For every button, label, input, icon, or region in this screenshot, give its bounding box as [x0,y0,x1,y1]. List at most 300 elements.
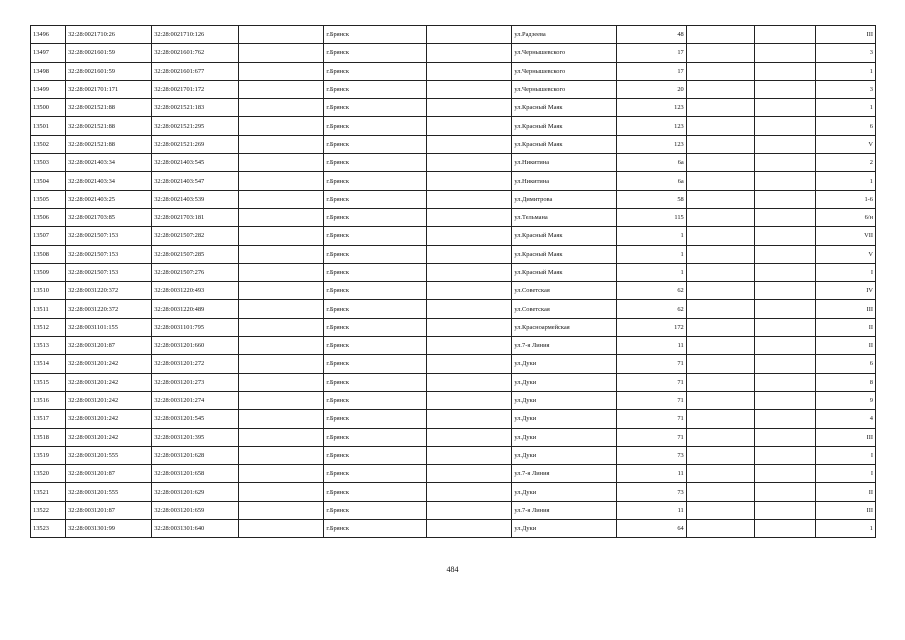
object-cadastral-number: 32:28:0031201:629 [152,483,239,501]
table-row [31,391,876,409]
row-number: 13500 [31,99,66,117]
blank-cell [754,227,815,245]
row-number: 13496 [31,26,66,44]
row-number: 13504 [31,172,66,190]
house-number: 11 [616,465,686,483]
house-number: 58 [616,190,686,208]
blank-cell [686,300,754,318]
blank-cell [427,282,512,300]
table-row [31,446,876,464]
table-row [31,26,876,44]
object-cadastral-number: 32:28:0031201:659 [152,501,239,519]
object-cadastral-number: 32:28:0021521:295 [152,117,239,135]
land-parcel-cadastral-number: 32:28:0021521:88 [66,135,152,153]
street: ул.Дуки [512,483,616,501]
blank-cell [427,300,512,318]
city: г.Брянск [324,44,427,62]
city: г.Брянск [324,391,427,409]
city: г.Брянск [324,227,427,245]
object-cadastral-number: 32:28:0031201:272 [152,355,239,373]
object-cadastral-number: 32:28:0021601:677 [152,62,239,80]
blank-cell [239,117,324,135]
premises-number: III [815,501,875,519]
blank-cell [686,154,754,172]
land-parcel-cadastral-number: 32:28:0021403:34 [66,172,152,190]
blank-cell [239,373,324,391]
object-cadastral-number: 32:28:0021403:545 [152,154,239,172]
table-row [31,282,876,300]
object-cadastral-number: 32:28:0021403:539 [152,190,239,208]
blank-cell [754,245,815,263]
table-row [31,44,876,62]
blank-cell [686,44,754,62]
premises-number: I [815,263,875,281]
street: ул.Красный Маяк [512,99,616,117]
blank-cell [427,154,512,172]
land-parcel-cadastral-number: 32:28:0031220:372 [66,282,152,300]
table-row [31,190,876,208]
blank-cell [427,337,512,355]
street: ул.Красный Маяк [512,263,616,281]
blank-cell [754,62,815,80]
land-parcel-cadastral-number: 32:28:0021507:153 [66,263,152,281]
city: г.Брянск [324,520,427,538]
land-parcel-cadastral-number: 32:28:0031220:372 [66,300,152,318]
blank-cell [427,80,512,98]
blank-cell [239,44,324,62]
street: ул.Красноармейская [512,318,616,336]
premises-number: 3 [815,80,875,98]
object-cadastral-number: 32:28:0021521:183 [152,99,239,117]
premises-number: I [815,446,875,464]
blank-cell [427,263,512,281]
city: г.Брянск [324,446,427,464]
blank-cell [239,410,324,428]
blank-cell [754,172,815,190]
house-number: 62 [616,300,686,318]
city: г.Брянск [324,245,427,263]
premises-number: 1 [815,520,875,538]
row-number: 13502 [31,135,66,153]
object-cadastral-number: 32:28:0021507:276 [152,263,239,281]
land-parcel-cadastral-number: 32:28:0031301:99 [66,520,152,538]
row-number: 13515 [31,373,66,391]
street: ул.Дуки [512,410,616,428]
street: ул.Дуки [512,373,616,391]
blank-cell [427,227,512,245]
premises-number: 1 [815,62,875,80]
city: г.Брянск [324,300,427,318]
street: ул.Радзеева [512,26,616,44]
house-number: 115 [616,208,686,226]
table-row [31,62,876,80]
house-number: 17 [616,62,686,80]
blank-cell [754,135,815,153]
blank-cell [239,62,324,80]
blank-cell [754,483,815,501]
table-row [31,300,876,318]
object-cadastral-number: 32:28:0031201:273 [152,373,239,391]
row-number: 13505 [31,190,66,208]
object-cadastral-number: 32:28:0021710:126 [152,26,239,44]
city: г.Брянск [324,172,427,190]
blank-cell [754,190,815,208]
city: г.Брянск [324,355,427,373]
table-row [31,373,876,391]
blank-cell [686,208,754,226]
blank-cell [427,373,512,391]
street: ул.Дуки [512,446,616,464]
blank-cell [754,520,815,538]
row-number: 13516 [31,391,66,409]
table-row [31,227,876,245]
object-cadastral-number: 32:28:0031301:640 [152,520,239,538]
blank-cell [427,428,512,446]
premises-number: 3 [815,44,875,62]
blank-cell [686,135,754,153]
table-row [31,318,876,336]
city: г.Брянск [324,117,427,135]
blank-cell [686,245,754,263]
blank-cell [754,282,815,300]
street: ул.7-я Линия [512,501,616,519]
blank-cell [427,520,512,538]
blank-cell [686,318,754,336]
table-row [31,117,876,135]
blank-cell [686,483,754,501]
city: г.Брянск [324,282,427,300]
blank-cell [754,300,815,318]
blank-cell [686,355,754,373]
house-number: 1 [616,245,686,263]
blank-cell [239,428,324,446]
house-number: 11 [616,337,686,355]
street: ул.Димитрова [512,190,616,208]
blank-cell [686,373,754,391]
blank-cell [239,483,324,501]
blank-cell [239,282,324,300]
row-number: 13506 [31,208,66,226]
object-cadastral-number: 32:28:0031220:489 [152,300,239,318]
row-number: 13498 [31,62,66,80]
object-cadastral-number: 32:28:0031201:658 [152,465,239,483]
premises-number: 6 [815,355,875,373]
row-number: 13501 [31,117,66,135]
street: ул.Советская [512,282,616,300]
street: ул.Никитина [512,172,616,190]
street: ул.7-я Линия [512,465,616,483]
blank-cell [754,44,815,62]
blank-cell [754,465,815,483]
row-number: 13509 [31,263,66,281]
land-parcel-cadastral-number: 32:28:0021601:59 [66,44,152,62]
land-parcel-cadastral-number: 32:28:0031101:155 [66,318,152,336]
premises-number: 8 [815,373,875,391]
premises-number: V [815,245,875,263]
blank-cell [427,117,512,135]
street: ул.Дуки [512,520,616,538]
blank-cell [427,172,512,190]
house-number: 1 [616,263,686,281]
house-number: 71 [616,391,686,409]
premises-number: III [815,428,875,446]
table-row [31,154,876,172]
blank-cell [754,80,815,98]
premises-number: IV [815,282,875,300]
premises-number: 9 [815,391,875,409]
row-number: 13520 [31,465,66,483]
house-number: 1 [616,227,686,245]
city: г.Брянск [324,318,427,336]
blank-cell [239,172,324,190]
blank-cell [427,135,512,153]
blank-cell [239,26,324,44]
premises-number: V [815,135,875,153]
blank-cell [686,282,754,300]
blank-cell [427,190,512,208]
blank-cell [686,80,754,98]
blank-cell [427,44,512,62]
blank-cell [239,135,324,153]
land-parcel-cadastral-number: 32:28:0021703:85 [66,208,152,226]
blank-cell [427,501,512,519]
blank-cell [239,245,324,263]
house-number: 172 [616,318,686,336]
street: ул.Советская [512,300,616,318]
house-number: 71 [616,428,686,446]
land-parcel-cadastral-number: 32:28:0021710:26 [66,26,152,44]
table-body [31,26,876,538]
house-number: 71 [616,373,686,391]
blank-cell [239,391,324,409]
blank-cell [239,154,324,172]
house-number: 48 [616,26,686,44]
street: ул.Дуки [512,391,616,409]
blank-cell [686,62,754,80]
land-parcel-cadastral-number: 32:28:0021521:88 [66,117,152,135]
premises-number: III [815,26,875,44]
blank-cell [239,501,324,519]
premises-number: II [815,337,875,355]
row-number: 13521 [31,483,66,501]
blank-cell [754,154,815,172]
row-number: 13497 [31,44,66,62]
blank-cell [754,208,815,226]
table-row [31,410,876,428]
blank-cell [686,263,754,281]
land-parcel-cadastral-number: 32:28:0021521:88 [66,99,152,117]
premises-number: III [815,300,875,318]
blank-cell [239,300,324,318]
blank-cell [427,483,512,501]
land-parcel-cadastral-number: 32:28:0021507:153 [66,245,152,263]
land-parcel-cadastral-number: 32:28:0031201:242 [66,373,152,391]
city: г.Брянск [324,410,427,428]
blank-cell [754,355,815,373]
object-cadastral-number: 32:28:0021507:282 [152,227,239,245]
blank-cell [686,501,754,519]
house-number: 123 [616,99,686,117]
blank-cell [754,263,815,281]
house-number: 64 [616,520,686,538]
object-cadastral-number: 32:28:0031201:660 [152,337,239,355]
page-number: 484 [446,565,459,574]
blank-cell [427,62,512,80]
blank-cell [239,190,324,208]
land-parcel-cadastral-number: 32:28:0021507:153 [66,227,152,245]
premises-number: II [815,483,875,501]
blank-cell [754,446,815,464]
street: ул.Никитина [512,154,616,172]
house-number: 6а [616,172,686,190]
city: г.Брянск [324,428,427,446]
street: ул.Чернышевского [512,44,616,62]
object-cadastral-number: 32:28:0031201:628 [152,446,239,464]
blank-cell [239,446,324,464]
city: г.Брянск [324,190,427,208]
land-parcel-cadastral-number: 32:28:0031201:242 [66,428,152,446]
row-number: 13499 [31,80,66,98]
blank-cell [686,428,754,446]
city: г.Брянск [324,99,427,117]
land-parcel-cadastral-number: 32:28:0031201:242 [66,410,152,428]
blank-cell [239,318,324,336]
blank-cell [427,26,512,44]
land-parcel-cadastral-number: 32:28:0031201:555 [66,446,152,464]
blank-cell [239,355,324,373]
house-number: 71 [616,355,686,373]
table-row [31,520,876,538]
table-row [31,355,876,373]
object-cadastral-number: 32:28:0021701:172 [152,80,239,98]
blank-cell [686,446,754,464]
blank-cell [427,355,512,373]
object-cadastral-number: 32:28:0021521:269 [152,135,239,153]
row-number: 13513 [31,337,66,355]
blank-cell [239,80,324,98]
city: г.Брянск [324,337,427,355]
land-parcel-cadastral-number: 32:28:0031201:87 [66,501,152,519]
object-cadastral-number: 32:28:0021403:547 [152,172,239,190]
blank-cell [754,99,815,117]
city: г.Брянск [324,373,427,391]
premises-number: VII [815,227,875,245]
street: ул.Красный Маяк [512,117,616,135]
blank-cell [239,337,324,355]
row-number: 13510 [31,282,66,300]
blank-cell [686,227,754,245]
object-cadastral-number: 32:28:0021601:762 [152,44,239,62]
street: ул.Дуки [512,428,616,446]
blank-cell [754,337,815,355]
blank-cell [427,410,512,428]
object-cadastral-number: 32:28:0031201:545 [152,410,239,428]
blank-cell [686,26,754,44]
premises-number: 6 [815,117,875,135]
street: ул.Чернышевского [512,62,616,80]
row-number: 13517 [31,410,66,428]
blank-cell [427,245,512,263]
house-number: 123 [616,117,686,135]
street: ул.7-я Линия [512,337,616,355]
row-number: 13508 [31,245,66,263]
land-parcel-cadastral-number: 32:28:0021601:59 [66,62,152,80]
table-row [31,465,876,483]
blank-cell [686,190,754,208]
blank-cell [239,99,324,117]
row-number: 13507 [31,227,66,245]
table-row [31,172,876,190]
row-number: 13523 [31,520,66,538]
row-number: 13519 [31,446,66,464]
city: г.Брянск [324,154,427,172]
premises-number: I [815,465,875,483]
blank-cell [686,465,754,483]
premises-number: II [815,318,875,336]
row-number: 13503 [31,154,66,172]
land-parcel-cadastral-number: 32:28:0031201:87 [66,465,152,483]
object-cadastral-number: 32:28:0021703:181 [152,208,239,226]
land-parcel-cadastral-number: 32:28:0021403:25 [66,190,152,208]
city: г.Брянск [324,80,427,98]
city: г.Брянск [324,483,427,501]
blank-cell [239,263,324,281]
premises-number: 2 [815,154,875,172]
city: г.Брянск [324,26,427,44]
blank-cell [686,99,754,117]
land-parcel-cadastral-number: 32:28:0031201:87 [66,337,152,355]
object-cadastral-number: 32:28:0031201:274 [152,391,239,409]
blank-cell [686,520,754,538]
premises-number: 1-6 [815,190,875,208]
table-row [31,135,876,153]
street: ул.Тельмана [512,208,616,226]
blank-cell [686,337,754,355]
blank-cell [686,117,754,135]
house-number: 71 [616,410,686,428]
street: ул.Красный Маяк [512,135,616,153]
object-cadastral-number: 32:28:0031101:795 [152,318,239,336]
table-row [31,501,876,519]
house-number: 11 [616,501,686,519]
premises-number: 1 [815,172,875,190]
city: г.Брянск [324,135,427,153]
table-row [31,263,876,281]
house-number: 73 [616,446,686,464]
land-parcel-cadastral-number: 32:28:0021701:171 [66,80,152,98]
blank-cell [427,99,512,117]
house-number: 73 [616,483,686,501]
street: ул.Дуки [512,355,616,373]
land-parcel-cadastral-number: 32:28:0031201:242 [66,391,152,409]
blank-cell [427,318,512,336]
table-row [31,99,876,117]
blank-cell [239,208,324,226]
table-row [31,428,876,446]
premises-number: 6/н [815,208,875,226]
blank-cell [754,428,815,446]
blank-cell [754,410,815,428]
premises-number: 4 [815,410,875,428]
blank-cell [754,501,815,519]
house-number: 17 [616,44,686,62]
house-number: 62 [616,282,686,300]
street: ул.Чернышевского [512,80,616,98]
table-row [31,483,876,501]
table-row [31,208,876,226]
row-number: 13511 [31,300,66,318]
row-number: 13512 [31,318,66,336]
